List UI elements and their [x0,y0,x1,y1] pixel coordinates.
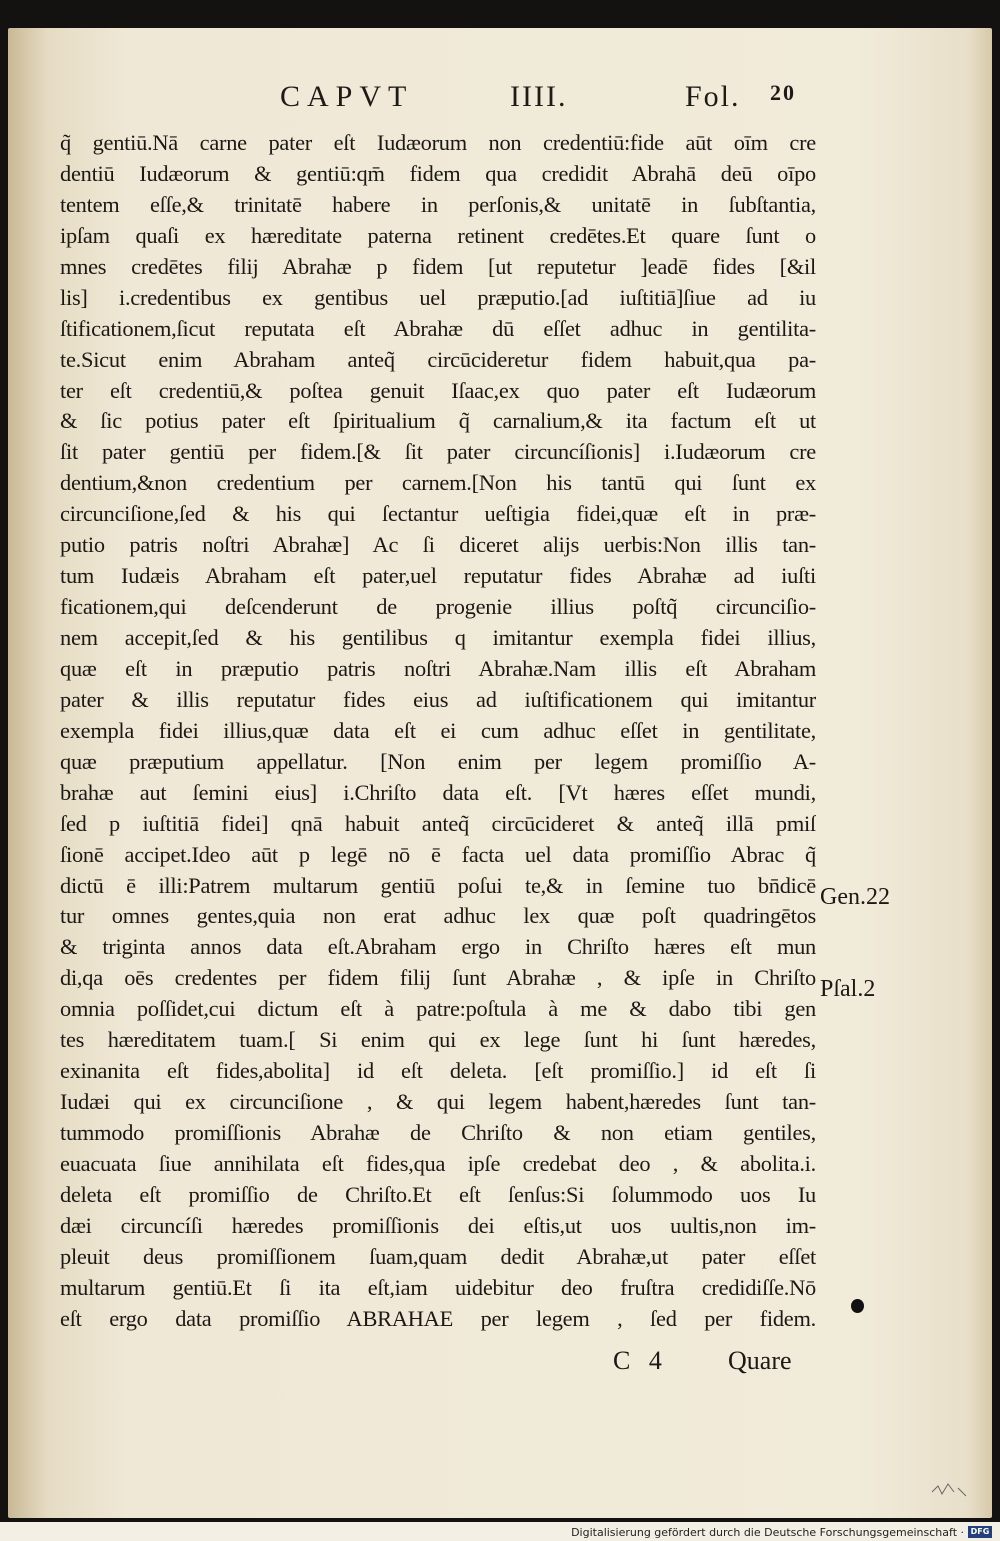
text-line: dentium,&non credentium per carnem.[Non his tantū qui ſunt ex [60,470,816,496]
text-line: eſt ergo data promiſſio ABRAHAE per legem , ſed per fidem. [60,1305,816,1331]
text-line: exinanita eſt fides,abolita] id eſt deleta. [eſt promiſſio.] id eſt ſi [60,1058,816,1084]
text-line: omnia poſſidet,cui dictum eſt à patre:poſtula à me & dabo tibi gen [60,996,816,1022]
running-head-fol: Fol. [685,80,741,113]
text-line: ſionē accipet.Ideo aūt p legē nō ē facta uel data promiſſio Abrac q̃ [60,841,816,867]
catchword: Quare [728,1346,792,1375]
text-line: tes hæreditatem tuam.[ Si enim qui ex lege ſunt hi ſunt hæredes, [60,1027,816,1053]
text-line: q̃ gentiū.Nā carne pater eſt Iudæorum non credentiū:fide aūt oīm cre [60,130,816,155]
folio-number: 20 [770,80,796,105]
text-line: deleta eſt promiſſio de Chriſto.Et eſt ſenſus:Si ſolummodo uos Iu [60,1181,816,1207]
text-line: nem accepit,ſed & his gentilibus q imitantur exempla fidei illius, [60,625,816,650]
text-line: dictū ē illi:Patrem multarum gentiū poſui te,& in ſemine tuo bn̄dicē [60,872,816,898]
text-line: ſed p iuſtitiā fidei] qnā habuit anteq̃ circūcideret & anteq̃ illā pmiſ [60,810,816,836]
text-line: tum Iudæis Abraham eſt pater,uel reputatur fides Abrahæ ad iuſti [60,563,816,589]
text-line: multarum gentiū.Et ſi ita eſt,iam uidebitur deo fruſtra credidiſſe.Nō [60,1274,816,1300]
text-line: tur omnes gentes,quia non erat adhuc lex quæ poſt quadringētos [60,903,816,929]
text-line: lis] i.credentibus ex gentibus uel præputio.[ad iuſtitiā]ſiue ad iu [60,284,816,310]
text-line: dentiū Iudæorum & gentiū:qm̄ fidem qua credidit Abrahā deū oīpo [60,160,816,186]
text-line: mnes credētes filij Abrahæ p fidem [ut reputetur ]eadē fides [&il [60,253,816,279]
text-line: ter eſt credentiū,& poſtea genuit Iſaac,ex quo pater eſt Iudæorum [60,377,816,403]
text-line: ipſam quaſi ex hæreditate paterna retinent credētes.Et quare ſunt o [60,222,816,248]
text-line: circunciſione,ſed & his qui ſectantur ueſtigia fidei,quæ eſt in præ- [60,501,816,527]
signature-mark: C 4 [613,1346,668,1375]
text-line: ſtificationem,ſicut reputata eſt Abrahæ dū eſſet adhuc in gentilita- [60,315,816,341]
text-line: & triginta annos data eſt.Abraham ergo in Chriſto hæres eſt mun [60,934,816,960]
text-line: quæ eſt in præputio patris noſtri Abrahæ.Nam illis eſt Abraham [60,655,816,681]
marginal-note-gen: Gen.22 [820,884,890,910]
digitization-credit: Digitalisierung gefördert durch die Deutsche Forschungsgemeinschaft · [571,1526,964,1539]
ink-dot-mark [851,1299,864,1313]
running-head-caput: CAPVT [280,80,414,113]
text-line: & ſic potius pater eſt ſpiritualium q̃ carnalium,& ita factum eſt ut [60,408,816,434]
dfg-logo: DFG [968,1526,992,1538]
text-line: te.Sicut enim Abraham anteq̃ circūcideretur fidem habuit,qua pa- [60,346,816,372]
text-line: quæ præputium appellatur. [Non enim per legem promiſſio A- [60,748,816,774]
text-line: tentem eſſe,& trinitatē habere in perſonis,& unitatē in ſubſtantia, [60,191,816,217]
text-line: ficationem,qui deſcenderunt de progenie illius poſtq̃ circunciſio- [60,594,816,620]
text-line: pater & illis reputatur fides eius ad iuſtificationem qui imitantur [60,686,816,712]
text-line: dæi circuncíſi hæredes promiſſionis dei eſtis,ut uos uultis,non im- [60,1212,816,1238]
pencil-scribble-mark [930,1480,970,1505]
running-head [280,80,840,120]
text-line: Iudæi qui ex circunciſione , & qui legem habent,hæredes ſunt tan- [60,1089,816,1115]
text-line: brahæ aut ſemini eius] i.Chriſto data eſt. [Vt hæres eſſet mundi, [60,779,816,805]
text-line: pleuit deus promiſſionem ſuam,quam dedit Abrahæ,ut pater eſſet [60,1243,816,1269]
main-text [60,128,816,1335]
text-line: tummodo promiſſionis Abrahæ de Chriſto & non etiam gentiles, [60,1120,816,1145]
text-line: exempla fidei illius,quæ data eſt ei cum adhuc eſſet in gentilitate, [60,717,816,743]
running-head-chapter: IIII. [510,80,568,113]
text-line: ſit pater gentiū per fidem.[& ſit pater circuncíſionis] i.Iudæorum cre [60,439,816,465]
text-line: putio patris noſtri Abrahæ] Ac ſi diceret alijs uerbis:Non illis tan- [60,532,816,558]
marginal-note-psal: Pſal.2 [820,976,876,1002]
text-line: di,qa oēs credentes per fidem filij ſunt Abrahæ , & ipſe in Chriſto [60,965,816,991]
text-line: euacuata ſiue annihilata eſt fides,qua ipſe credebat deo , & abolita.i. [60,1150,816,1176]
